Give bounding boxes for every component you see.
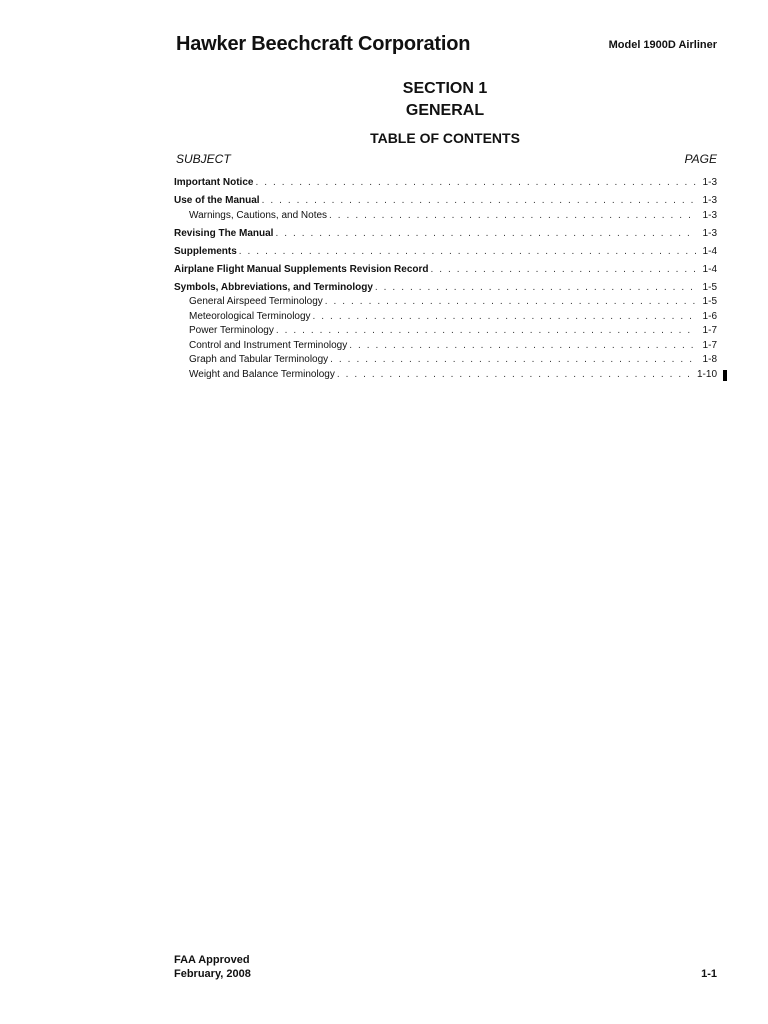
toc-entry-page: 1-3 [702,195,717,206]
dot-leader [255,176,696,190]
toc-entry-label: Symbols, Abbreviations, and Terminology [174,281,373,293]
faa-approved-label: FAA Approved [174,954,250,966]
company-name: Hawker Beechcraft Corporation [176,33,471,55]
toc-entry-page: 1-3 [702,177,717,188]
toc-entry-label: Revising The Manual [174,227,274,239]
subject-column-header: SUBJECT [176,152,231,166]
toc-entry-page: 1-5 [702,296,717,307]
toc-entry-label: Important Notice [174,177,254,188]
toc-entry-label: Use of the Manual [174,195,260,206]
dot-leader [430,263,696,277]
toc-entry-page: 1-4 [702,245,717,257]
dot-leader [313,310,696,324]
toc-entry-label: General Airspeed Terminology [189,296,323,307]
toc-entry-control-instrument-terminology[interactable] [174,339,717,354]
toc-entry-important-notice[interactable] [174,176,717,191]
page-column-header: PAGE [684,152,717,166]
toc-entry-label: Supplements [174,245,237,257]
toc-entry-supplements[interactable] [174,245,717,260]
dot-leader [276,324,696,338]
toc-title: TABLE OF CONTENTS [370,130,520,146]
toc-entry-label: Graph and Tabular Terminology [189,354,329,365]
toc-entry-page: 1-3 [702,227,717,239]
toc-entry-warnings-cautions-notes[interactable] [174,209,717,224]
toc-entry-afm-supplements-revision-record[interactable] [174,263,717,278]
footer-approval-block [174,953,251,981]
toc-entry-page: 1-4 [702,263,717,275]
dot-leader [325,295,696,309]
table-of-contents [174,176,717,382]
toc-entry-page: 1-3 [702,209,717,221]
toc-entry-general-airspeed-terminology[interactable] [174,295,717,310]
dot-leader [349,339,696,353]
toc-entry-label: Warnings, Cautions, and Notes [189,209,328,221]
toc-entry-weight-balance-terminology[interactable] [174,368,717,383]
toc-entry-label: Meteorological Terminology [189,310,311,322]
toc-entry-power-terminology[interactable] [174,324,717,339]
dot-leader [329,209,696,223]
toc-entry-label: Control and Instrument Terminology [189,339,348,351]
toc-entry-page: 1-6 [702,310,717,322]
toc-entry-page: 1-7 [702,325,717,336]
toc-entry-label: Power Terminology [189,325,274,336]
toc-entry-page: 1-8 [702,354,717,365]
toc-entry-revising-the-manual[interactable] [174,227,717,242]
toc-entry-page: 1-7 [702,339,717,351]
aircraft-model: Model 1900D Airliner [608,39,717,51]
dot-leader [337,368,694,382]
toc-entry-label: Airplane Flight Manual Supplements Revision Record [174,263,429,275]
toc-entry-page: 1-5 [702,281,717,293]
toc-entry-label: Weight and Balance Terminology [189,368,335,380]
dot-leader [262,194,696,208]
section-name: GENERAL [405,102,485,119]
toc-entry-use-of-the-manual[interactable] [174,194,717,209]
page-number: 1-1 [701,968,717,980]
toc-entry-graph-tabular-terminology[interactable] [174,353,717,368]
dot-leader [375,281,696,295]
dot-leader [239,245,696,259]
revision-date: February, 2008 [174,968,251,980]
toc-entry-page: 1-10 [696,368,717,380]
toc-entry-symbols-abbreviations-terminology[interactable] [174,281,717,296]
section-number: SECTION 1 [402,80,488,97]
revision-change-bar [723,370,727,381]
dot-leader [330,353,696,367]
dot-leader [275,227,696,241]
toc-entry-meteorological-terminology[interactable] [174,310,717,325]
